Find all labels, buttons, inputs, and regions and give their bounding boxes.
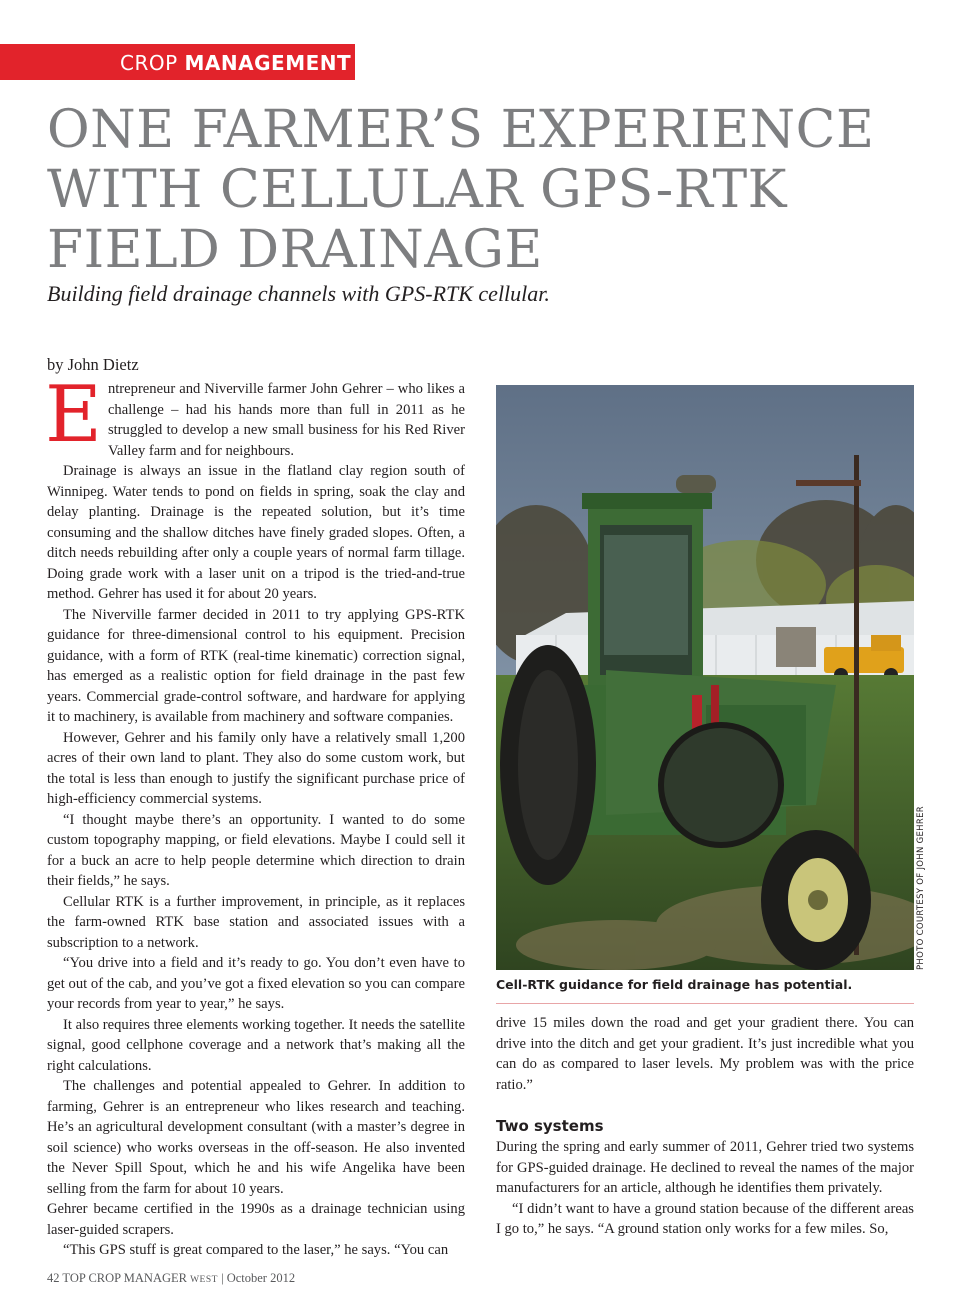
- tractor-photo: [496, 385, 914, 970]
- magazine-name: TOP CROP MANAGER: [62, 1271, 187, 1285]
- subhead: Two systems: [496, 1117, 604, 1135]
- body-paragraph: “You drive into a field and it’s ready to go. You don’t even have to get out of the cab, and you’ve got a fixed elevation so you can compare your records from year to year,” he says.: [47, 955, 465, 1012]
- body-paragraph: “This GPS stuff is great compared to the laser,” he says. “You can: [63, 1242, 449, 1258]
- page-footer: [47, 1271, 295, 1286]
- photo-caption: Cell-RTK guidance for field drainage has potential.: [496, 977, 853, 992]
- body-paragraph: However, Gehrer and his family only have a relatively small 1,200 acres of their own land to plant. They also do some custom work, but the total is less than enough to justify the significant purchase price of high-efficiency commercial systems.: [47, 729, 465, 807]
- body-paragraph: Gehrer became certified in the 1990s as a drainage technician using laser-guided scrapers.: [47, 1201, 465, 1238]
- headline-line: WITH CELLULAR GPS-RTK: [47, 160, 787, 220]
- paragraph-text: ntrepreneur and Niverville farmer John Gehrer – who likes a challenge – had his hands more than full in 2011 as he struggled to develop a new small business for his Red River Valley farm and for neighbours.: [107, 381, 465, 459]
- body-paragraph: It also requires three elements working together. It needs the satellite signal, good cellphone coverage and a network that’s making all the right calculations.: [47, 1016, 465, 1074]
- body-paragraph: drive 15 miles down the road and get your gradient there. You can drive into the ditch and get your gradient. It’s just incredible what you can do as compared to laser levels. My problem was with the price ratio.”: [496, 1015, 914, 1093]
- body-paragraph: During the spring and early summer of 2011, Gehrer tried two systems for GPS-guided drainage. He declined to reveal the names of the major manufacturers for an article, although he identifies them privately.: [496, 1139, 914, 1196]
- headline: [47, 100, 927, 280]
- caption-divider: [496, 1003, 914, 1004]
- section-label-bold: MANAGEMENT: [184, 51, 352, 75]
- left-column: [45, 370, 465, 1261]
- body-paragraph: [45, 370, 465, 461]
- right-column: [496, 1013, 914, 1240]
- body-paragraph: Drainage is always an issue in the flatland clay region south of Winnipeg. Water tends to pond on fields in spring, soak the clay and delay planting. Drainage is the repeated solution, but it’s time consuming and the shallow ditches have finely graded slopes. Often, a ditch needs rebuilding after only a couple years of normal farm tillage. Doing grade work with a laser unit on a tripod is the tried-and-true method. Gehrer has used it for about 20 years.: [47, 463, 465, 602]
- deck: Building field drainage channels with GPS-RTK cellular.: [47, 281, 550, 306]
- headline-line: ONE FARMER’S EXPERIENCE: [47, 100, 875, 160]
- magazine-edition: WEST: [190, 1275, 218, 1285]
- headline-line: FIELD DRAINAGE: [47, 220, 543, 280]
- byline: by John Dietz: [47, 355, 139, 374]
- body-paragraph: “I didn’t want to have a ground station because of the different areas I go to,” he says. “A ground station only works for a few miles. So,: [496, 1200, 914, 1237]
- body-paragraph: “I thought maybe there’s an opportunity. I wanted to do some custom topography mapping, or field elevations. Maybe I could sell it for a buck an acre to help people determine which direction to drain their fields,” he says.: [47, 811, 465, 889]
- section-label-light: CROP: [120, 51, 185, 75]
- section-label: [0, 44, 355, 80]
- tractor-photo-illustration: [496, 385, 914, 970]
- body-paragraph: The challenges and potential appealed to Gehrer. In addition to farming, Gehrer is an entrepreneur who likes research and teaching. He’s an agricultural development consultant (with a master’s degree in soil science) who works overseas in the off-season. He also invented the Never Spill Spout, which he and his wife Angelika have been selling from the farm for about 10 years.: [47, 1078, 465, 1197]
- issue-date: | October 2012: [221, 1271, 296, 1285]
- page-number: 42: [47, 1271, 60, 1285]
- photo-credit: PHOTO COURTESY OF JOHN GEHRER: [916, 806, 926, 970]
- body-paragraph: The Niverville farmer decided in 2011 to try applying GPS-RTK guidance for three-dimensional control to his equipment. Precision guidance, with a form of RTK (real-time kinematic) correction signal, has emerged as a realistic option for field drainage in the past few years. Commercial grade-control software, and hardware for applying it to machinery, is available from machinery and software companies.: [47, 606, 465, 725]
- drop-cap: E: [45, 370, 102, 460]
- body-paragraph: Cellular RTK is a further improvement, in principle, as it replaces the farm-owned RTK base station and associated issues with a subscription to a network.: [47, 893, 465, 951]
